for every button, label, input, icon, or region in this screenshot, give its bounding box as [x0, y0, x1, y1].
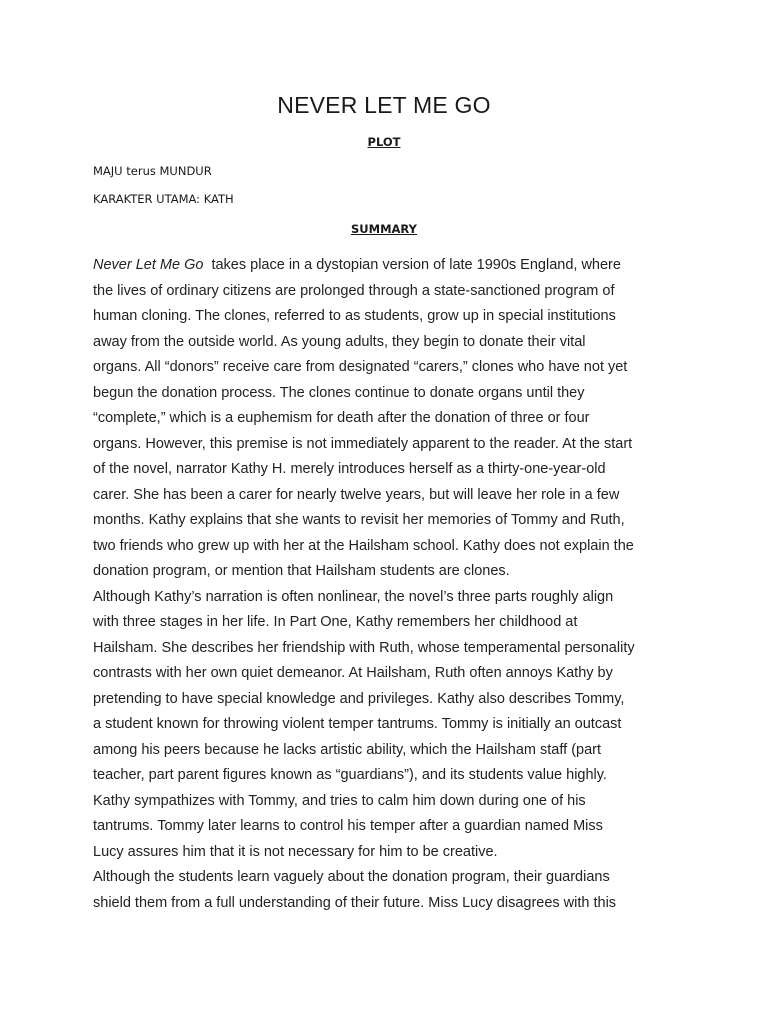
- summary-line: the lives of ordinary citizens are prolonged through a state-sanctioned program of: [93, 282, 615, 299]
- summary-line: Hailsham. She describes her friendship with Ruth, whose temperamental personality: [93, 639, 635, 656]
- summary-line: of the novel, narrator Kathy H. merely introduces herself as a thirty-one-year-old: [93, 461, 606, 477]
- summary-line: carer. She has been a carer for nearly twelve years, but will leave her role in a few: [93, 486, 620, 503]
- summary-line: a student known for throwing violent temper tantrums. Tommy is initially an outcast: [93, 716, 622, 732]
- summary-line: among his peers because he lacks artistic ability, which the Hailsham staff (part: [93, 741, 602, 758]
- summary-line: organs. However, this premise is not immediately apparent to the reader. At the start: [93, 435, 633, 452]
- document-title: NEVER LET ME GO: [277, 92, 491, 118]
- summary-line: away from the outside world. As young adults, they begin to donate their vital: [93, 333, 586, 350]
- summary-line: months. Kathy explains that she wants to revisit her memories of Tommy and Ruth,: [93, 512, 625, 528]
- summary-line: Lucy assures him that it is not necessary for him to be creative.: [93, 843, 498, 860]
- summary-line: donation program, or mention that Hailsham students are clones.: [93, 563, 510, 579]
- summary-line: with three stages in her life. In Part One, Kathy remembers her childhood at: [93, 614, 578, 630]
- summary-heading: SUMMARY: [351, 222, 417, 236]
- summary-line: begun the donation process. The clones continue to donate organs until they: [93, 384, 585, 401]
- book-title-italic: Never Let Me Go: [93, 257, 204, 273]
- plot-heading: PLOT: [367, 135, 401, 149]
- summary-line: shield them from a full understanding of their future. Miss Lucy disagrees with this: [93, 894, 617, 911]
- summary-line: contrasts with her own quiet demeanor. At Hailsham, Ruth often annoys Kathy by: [93, 665, 613, 681]
- summary-line: “complete,” which is a euphemism for death after the donation of three or four: [93, 410, 590, 426]
- summary-line: Although Kathy’s narration is often nonlinear, the novel’s three parts roughly align: [93, 588, 614, 605]
- summary-body: [93, 253, 678, 916]
- summary-line: human cloning. The clones, referred to as students, grow up in special institutions: [93, 308, 616, 324]
- summary-line: tantrums. Tommy later learns to control his temper after a guardian named Miss: [93, 818, 603, 834]
- summary-line: teacher, part parent figures known as “guardians”), and its students value highly.: [93, 767, 607, 783]
- summary-line: organs. All “donors” receive care from designated “carers,” clones who have not yet: [93, 359, 628, 375]
- summary-line-text: takes place in a dystopian version of late 1990s England, where: [211, 257, 621, 273]
- summary-line: two friends who grew up with her at the Hailsham school. Kathy does not explain the: [93, 537, 634, 554]
- summary-line: Although the students learn vaguely about the donation program, their guardians: [93, 869, 610, 885]
- plot-type-line: MAJU terus MUNDUR: [93, 164, 212, 178]
- summary-line: Kathy sympathizes with Tommy, and tries to calm him down during one of his: [93, 792, 586, 809]
- main-character-line: KARAKTER UTAMA: KATH: [93, 192, 234, 206]
- summary-line: pretending to have special knowledge and privileges. Kathy also describes Tommy,: [93, 690, 625, 707]
- summary-line-1: [93, 253, 678, 279]
